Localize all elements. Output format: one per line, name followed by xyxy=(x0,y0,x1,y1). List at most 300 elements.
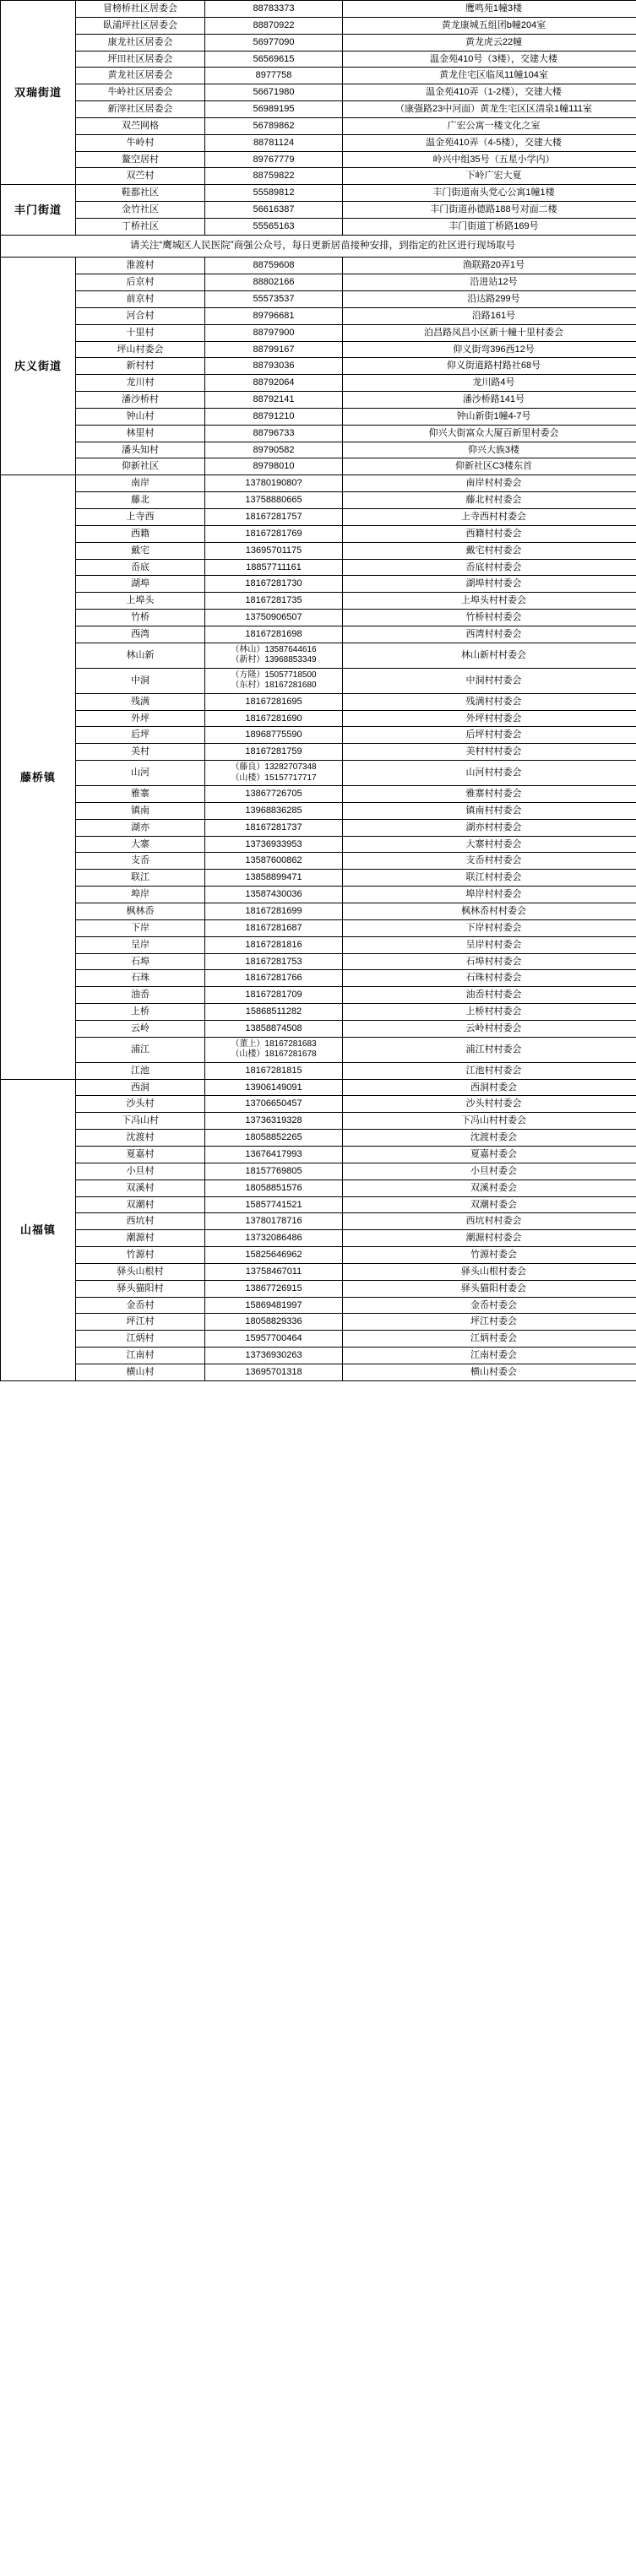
org-name-cell: 黄龙社区居委会 xyxy=(76,68,205,84)
table-row xyxy=(1,761,636,786)
table-row xyxy=(1,442,636,458)
table-row xyxy=(1,727,636,744)
address-cell: 外坪村村委会 xyxy=(343,710,636,727)
address-cell: 下冯山村村委会 xyxy=(343,1113,636,1130)
address-cell: 上寺西村村委会 xyxy=(343,508,636,525)
org-name-cell: 潘沙桥村 xyxy=(76,392,205,409)
phone-cell: 18167281757 xyxy=(205,508,343,525)
org-name-cell: 枫林岙 xyxy=(76,903,205,920)
address-cell: 埠岸村村委会 xyxy=(343,887,636,903)
table-row xyxy=(1,358,636,375)
org-name-cell: 后京村 xyxy=(76,274,205,291)
table-row xyxy=(1,458,636,475)
phone-cell: （方隆）15057718500 （东村）18167281680 xyxy=(205,668,343,693)
phone-cell: 88797900 xyxy=(205,324,343,341)
org-name-cell: 淮渡村 xyxy=(76,258,205,274)
address-cell: 石珠村村委会 xyxy=(343,970,636,987)
org-name-cell: 潘头知村 xyxy=(76,442,205,458)
org-name-cell: 上埠头 xyxy=(76,593,205,610)
table-row xyxy=(1,1020,636,1037)
table-row xyxy=(1,1213,636,1230)
org-name-cell: 沈渡村 xyxy=(76,1130,205,1147)
phone-cell: 13858874508 xyxy=(205,1020,343,1037)
address-cell: 西坑村村委会 xyxy=(343,1213,636,1230)
org-name-cell: 西洞 xyxy=(76,1079,205,1096)
phone-cell: 13858899471 xyxy=(205,870,343,887)
phone-cell: （藤良）13282707348 （山楼）15157717717 xyxy=(205,761,343,786)
table-row xyxy=(1,392,636,409)
org-name-cell: 鳌空居村 xyxy=(76,151,205,168)
phone-cell: 13736319328 xyxy=(205,1113,343,1130)
phone-cell: 13587600862 xyxy=(205,853,343,870)
org-name-cell: 浦江 xyxy=(76,1037,205,1062)
org-name-cell: 双溪村 xyxy=(76,1180,205,1196)
table-row xyxy=(1,425,636,442)
table-row xyxy=(1,202,636,219)
table-row xyxy=(1,1180,636,1196)
table-row xyxy=(1,1004,636,1021)
org-name-cell: 竹桥 xyxy=(76,610,205,626)
directory-table-body xyxy=(1,1,636,1381)
phone-cell: 18058829336 xyxy=(205,1314,343,1331)
phone-cell: 8977758 xyxy=(205,68,343,84)
address-cell: 渔联路20弄1号 xyxy=(343,258,636,274)
address-cell: 西湾村村委会 xyxy=(343,626,636,643)
group-label: 双瑞街道 xyxy=(1,1,76,185)
org-name-cell: 江炳村 xyxy=(76,1331,205,1348)
org-name-cell: 湖埠 xyxy=(76,576,205,593)
phone-cell: 18167281816 xyxy=(205,936,343,953)
org-name-cell: 康龙社区居委会 xyxy=(76,34,205,51)
table-row xyxy=(1,887,636,903)
phone-cell: 88796733 xyxy=(205,425,343,442)
org-name-cell: 外坪 xyxy=(76,710,205,727)
org-name-cell: 坪江村 xyxy=(76,1314,205,1331)
org-name-cell: 湖亦 xyxy=(76,819,205,836)
table-row xyxy=(1,710,636,727)
phone-cell: 13867726705 xyxy=(205,786,343,803)
phone-cell: 18167281709 xyxy=(205,987,343,1004)
address-cell: 云岭村村委会 xyxy=(343,1020,636,1037)
phone-cell: 18167281815 xyxy=(205,1062,343,1079)
table-row xyxy=(1,853,636,870)
address-cell: 沿达路299号 xyxy=(343,291,636,308)
address-cell: 江池村村委会 xyxy=(343,1062,636,1079)
org-name-cell: 支岙 xyxy=(76,853,205,870)
phone-cell: 13587430036 xyxy=(205,887,343,903)
phone-cell: 13750906507 xyxy=(205,610,343,626)
phone-cell: 18167281699 xyxy=(205,903,343,920)
table-row xyxy=(1,117,636,134)
address-cell: 仰义街弯396西12号 xyxy=(343,341,636,358)
address-cell: 坪江村委会 xyxy=(343,1314,636,1331)
address-cell: 泊昌路凤昌小区新十幢十里村委会 xyxy=(343,324,636,341)
org-name-cell: 牛岭村 xyxy=(76,134,205,151)
org-name-cell: 西湾 xyxy=(76,626,205,643)
table-row xyxy=(1,936,636,953)
group-label: 山福镇 xyxy=(1,1079,76,1380)
address-cell: 枫林岙村村委会 xyxy=(343,903,636,920)
address-cell: 呈岸村村委会 xyxy=(343,936,636,953)
address-cell: 仰义街道路村路社68号 xyxy=(343,358,636,375)
org-name-cell: 石埠 xyxy=(76,953,205,970)
table-row xyxy=(1,903,636,920)
address-cell: 双溪村委会 xyxy=(343,1180,636,1196)
org-name-cell: 龙川村 xyxy=(76,375,205,392)
address-cell: 丰门街道南头党心公寓1幢1楼 xyxy=(343,185,636,202)
table-row xyxy=(1,218,636,235)
table-row xyxy=(1,1130,636,1147)
table-row xyxy=(1,744,636,761)
org-name-cell: 金竹社区 xyxy=(76,202,205,219)
org-name-cell: 后坪 xyxy=(76,727,205,744)
table-row xyxy=(1,151,636,168)
table-row xyxy=(1,1364,636,1380)
table-row xyxy=(1,693,636,710)
table-row xyxy=(1,17,636,34)
address-cell: 美村村村委会 xyxy=(343,744,636,761)
org-name-cell: 冒榜桥社区居委会 xyxy=(76,1,205,18)
table-row xyxy=(1,185,636,202)
address-cell: 大寨村村委会 xyxy=(343,836,636,853)
org-name-cell: 石珠 xyxy=(76,970,205,987)
phone-cell: 18167281690 xyxy=(205,710,343,727)
address-cell: 西籍村村委会 xyxy=(343,525,636,542)
org-name-cell: 横山村 xyxy=(76,1364,205,1380)
phone-cell: 88799167 xyxy=(205,341,343,358)
address-cell: 双潮村委会 xyxy=(343,1196,636,1213)
phone-cell: 88870922 xyxy=(205,17,343,34)
phone-cell: 89790582 xyxy=(205,442,343,458)
address-cell: 黄龙康城五组团b幢204室 xyxy=(343,17,636,34)
address-cell: 龙川路4号 xyxy=(343,375,636,392)
org-name-cell: 双苎网格 xyxy=(76,117,205,134)
phone-cell: 56789862 xyxy=(205,117,343,134)
table-row xyxy=(1,307,636,324)
phone-cell: 88783373 xyxy=(205,1,343,18)
address-cell: 丰门街道丁桥路169号 xyxy=(343,218,636,235)
org-name-cell: 双苎村 xyxy=(76,168,205,185)
address-cell: 竹源村委会 xyxy=(343,1247,636,1264)
phone-cell: 13780178716 xyxy=(205,1213,343,1230)
address-cell: 石埠村村委会 xyxy=(343,953,636,970)
org-name-cell: 云岭 xyxy=(76,1020,205,1037)
address-cell: 丰门街道孙德路188号对面二楼 xyxy=(343,202,636,219)
note-row xyxy=(1,235,636,258)
org-name-cell: 林里村 xyxy=(76,425,205,442)
phone-cell: 88759608 xyxy=(205,258,343,274)
org-name-cell: 鞋都社区 xyxy=(76,185,205,202)
org-name-cell: 新村村 xyxy=(76,358,205,375)
org-name-cell: 南岸 xyxy=(76,475,205,492)
address-cell: 温金苑410弄（4-5楼），交建大楼 xyxy=(343,134,636,151)
address-cell: 沿进站12号 xyxy=(343,274,636,291)
phone-cell: 88781124 xyxy=(205,134,343,151)
phone-cell: 56671980 xyxy=(205,84,343,101)
address-cell: 湖亦村村委会 xyxy=(343,819,636,836)
note-text: 请关注“鹰城区人民医院”商强公众号，每日更新居苗接种安排，到指定的社区进行现场取号 xyxy=(1,235,636,258)
table-row xyxy=(1,375,636,392)
table-row xyxy=(1,970,636,987)
address-cell: 温金苑410弄（1-2楼），交建大楼 xyxy=(343,84,636,101)
address-cell: 戴宅村村委会 xyxy=(343,542,636,559)
address-cell: 小旦村委会 xyxy=(343,1163,636,1180)
table-row xyxy=(1,1163,636,1180)
table-row xyxy=(1,84,636,101)
address-cell: 广宏公寓一楼文化之室 xyxy=(343,117,636,134)
phone-cell: （董上）18167281683 （山楼）18167281678 xyxy=(205,1037,343,1062)
phone-cell: 55565163 xyxy=(205,218,343,235)
org-name-cell: 戴宅 xyxy=(76,542,205,559)
org-name-cell: 西籍 xyxy=(76,525,205,542)
address-cell: 驿头山根村委会 xyxy=(343,1263,636,1280)
phone-cell: 88759822 xyxy=(205,168,343,185)
org-name-cell: 下冯山村 xyxy=(76,1113,205,1130)
phone-cell: 13758467011 xyxy=(205,1263,343,1280)
address-cell: （康强路23中河面）黄龙生宅区区清泉1幢111室 xyxy=(343,101,636,118)
table-row xyxy=(1,1280,636,1297)
address-cell: 沙头村村委会 xyxy=(343,1096,636,1113)
address-cell: 潮源村村委会 xyxy=(343,1230,636,1247)
phone-cell: 13706650457 xyxy=(205,1096,343,1113)
phone-cell: 18157769805 xyxy=(205,1163,343,1180)
org-name-cell: 江池 xyxy=(76,1062,205,1079)
table-row xyxy=(1,1096,636,1113)
org-name-cell: 坪山村委会 xyxy=(76,341,205,358)
org-name-cell: 大寨 xyxy=(76,836,205,853)
address-cell: 后坪村村委会 xyxy=(343,727,636,744)
phone-cell: 56989195 xyxy=(205,101,343,118)
phone-cell: 13736930263 xyxy=(205,1348,343,1364)
org-name-cell: 金岙村 xyxy=(76,1297,205,1314)
org-name-cell: 岙底 xyxy=(76,559,205,576)
org-name-cell: 中洞 xyxy=(76,668,205,693)
org-name-cell: 十里村 xyxy=(76,324,205,341)
address-cell: 钟山新街1幢4-7号 xyxy=(343,408,636,425)
phone-cell: 56977090 xyxy=(205,34,343,51)
phone-cell: 15868511282 xyxy=(205,1004,343,1021)
org-name-cell: 美村 xyxy=(76,744,205,761)
address-cell: 上桥村村委会 xyxy=(343,1004,636,1021)
address-cell: 岭兴中组35号（五星小学内） xyxy=(343,151,636,168)
table-row xyxy=(1,1062,636,1079)
address-cell: 温金苑410号（3楼），交建大楼 xyxy=(343,51,636,68)
phone-cell: 18058851576 xyxy=(205,1180,343,1196)
table-row xyxy=(1,559,636,576)
table-row xyxy=(1,1247,636,1264)
org-name-cell: 双潮村 xyxy=(76,1196,205,1213)
address-cell: 镇南村村委会 xyxy=(343,802,636,819)
org-name-cell: 残满 xyxy=(76,693,205,710)
phone-cell: 13695701318 xyxy=(205,1364,343,1380)
phone-cell: 18167281730 xyxy=(205,576,343,593)
phone-cell: 18968775590 xyxy=(205,727,343,744)
address-cell: 中洞村村委会 xyxy=(343,668,636,693)
address-cell: 雅寨村村委会 xyxy=(343,786,636,803)
table-row xyxy=(1,492,636,509)
address-cell: 沈渡村委会 xyxy=(343,1130,636,1147)
table-row xyxy=(1,258,636,274)
phone-cell: 88793036 xyxy=(205,358,343,375)
phone-cell: 88791210 xyxy=(205,408,343,425)
address-cell: 藤北村村委会 xyxy=(343,492,636,509)
address-cell: 西洞村委会 xyxy=(343,1079,636,1096)
org-name-cell: 小旦村 xyxy=(76,1163,205,1180)
phone-cell: 88792141 xyxy=(205,392,343,409)
org-name-cell: 夏嘉村 xyxy=(76,1146,205,1163)
org-name-cell: 臥浦坪社区居委会 xyxy=(76,17,205,34)
org-name-cell: 油岙 xyxy=(76,987,205,1004)
table-row xyxy=(1,1037,636,1062)
address-cell: 下岭广宏大夏 xyxy=(343,168,636,185)
org-name-cell: 雅寨 xyxy=(76,786,205,803)
org-name-cell: 下岸 xyxy=(76,919,205,936)
table-row xyxy=(1,542,636,559)
table-row xyxy=(1,1297,636,1314)
table-row xyxy=(1,1079,636,1096)
table-row xyxy=(1,1230,636,1247)
table-row xyxy=(1,576,636,593)
phone-cell: 89798010 xyxy=(205,458,343,475)
org-name-cell: 西坑村 xyxy=(76,1213,205,1230)
phone-cell: 18167281769 xyxy=(205,525,343,542)
phone-cell: 18167281766 xyxy=(205,970,343,987)
phone-cell: 13736933953 xyxy=(205,836,343,853)
table-row xyxy=(1,819,636,836)
address-cell: 鹰鸣苑1幢3楼 xyxy=(343,1,636,18)
address-cell: 夏嘉村委会 xyxy=(343,1146,636,1163)
org-name-cell: 江南村 xyxy=(76,1348,205,1364)
phone-cell: 89767779 xyxy=(205,151,343,168)
address-cell: 上埠头村村委会 xyxy=(343,593,636,610)
phone-cell: 15825646962 xyxy=(205,1247,343,1264)
org-name-cell: 丁桥社区 xyxy=(76,218,205,235)
phone-cell: 15957700464 xyxy=(205,1331,343,1348)
table-row xyxy=(1,68,636,84)
table-row xyxy=(1,870,636,887)
group-label: 丰门街道 xyxy=(1,185,76,236)
phone-cell: 89796681 xyxy=(205,307,343,324)
org-name-cell: 新滓社区居委会 xyxy=(76,101,205,118)
org-name-cell: 钟山村 xyxy=(76,408,205,425)
table-row xyxy=(1,610,636,626)
phone-cell: 15857741521 xyxy=(205,1196,343,1213)
table-row xyxy=(1,919,636,936)
address-cell: 浦江村村委会 xyxy=(343,1037,636,1062)
address-cell: 仰新社区C3楼东首 xyxy=(343,458,636,475)
org-name-cell: 牛岭社区居委会 xyxy=(76,84,205,101)
table-row xyxy=(1,836,636,853)
org-name-cell: 河合村 xyxy=(76,307,205,324)
table-row xyxy=(1,525,636,542)
table-row xyxy=(1,51,636,68)
phone-cell: （林山）13587644616 （新村）13968853349 xyxy=(205,643,343,668)
phone-cell: 18167281695 xyxy=(205,693,343,710)
table-row xyxy=(1,1196,636,1213)
group-label: 庆义街道 xyxy=(1,258,76,475)
org-name-cell: 潮源村 xyxy=(76,1230,205,1247)
address-cell: 黄龙虎云22幢 xyxy=(343,34,636,51)
phone-cell: 13676417993 xyxy=(205,1146,343,1163)
org-name-cell: 呈岸 xyxy=(76,936,205,953)
address-cell: 竹桥村村委会 xyxy=(343,610,636,626)
org-name-cell: 山河 xyxy=(76,761,205,786)
phone-cell: 55589812 xyxy=(205,185,343,202)
phone-cell: 18058852265 xyxy=(205,1130,343,1147)
address-cell: 岙底村村委会 xyxy=(343,559,636,576)
table-row xyxy=(1,953,636,970)
phone-cell: 55573537 xyxy=(205,291,343,308)
table-row xyxy=(1,508,636,525)
phone-cell: 18167281687 xyxy=(205,919,343,936)
table-row xyxy=(1,1314,636,1331)
address-cell: 仰兴大街富众大厦百新里村委会 xyxy=(343,425,636,442)
org-name-cell: 沙头村 xyxy=(76,1096,205,1113)
table-row xyxy=(1,101,636,118)
address-cell: 残满村村委会 xyxy=(343,693,636,710)
phone-cell: 18167281698 xyxy=(205,626,343,643)
phone-cell: 18167281735 xyxy=(205,593,343,610)
address-cell: 横山村委会 xyxy=(343,1364,636,1380)
table-row xyxy=(1,1348,636,1364)
address-cell: 下岸村村委会 xyxy=(343,919,636,936)
address-cell: 驿头猫阳村委会 xyxy=(343,1280,636,1297)
phone-cell: 15869481997 xyxy=(205,1297,343,1314)
phone-cell: 13867726915 xyxy=(205,1280,343,1297)
org-name-cell: 镇南 xyxy=(76,802,205,819)
address-cell: 山河村村委会 xyxy=(343,761,636,786)
address-cell: 联江村村委会 xyxy=(343,870,636,887)
phone-cell: 18167281737 xyxy=(205,819,343,836)
address-cell: 林山新村村委会 xyxy=(343,643,636,668)
table-row xyxy=(1,987,636,1004)
group-label: 藤桥镇 xyxy=(1,475,76,1079)
table-row xyxy=(1,324,636,341)
table-row xyxy=(1,168,636,185)
table-row xyxy=(1,291,636,308)
org-name-cell: 上桥 xyxy=(76,1004,205,1021)
phone-cell: 18167281759 xyxy=(205,744,343,761)
table-row xyxy=(1,475,636,492)
address-cell: 支岙村村委会 xyxy=(343,853,636,870)
address-cell: 湖埠村村委会 xyxy=(343,576,636,593)
phone-cell: 13906149091 xyxy=(205,1079,343,1096)
phone-cell: 1378019080? xyxy=(205,475,343,492)
table-row xyxy=(1,643,636,668)
table-row xyxy=(1,134,636,151)
phone-cell: 88802166 xyxy=(205,274,343,291)
table-row xyxy=(1,1331,636,1348)
table-row xyxy=(1,1113,636,1130)
table-row xyxy=(1,1263,636,1280)
org-name-cell: 埠岸 xyxy=(76,887,205,903)
table-row xyxy=(1,408,636,425)
table-row xyxy=(1,786,636,803)
org-name-cell: 前京村 xyxy=(76,291,205,308)
phone-cell: 56569615 xyxy=(205,51,343,68)
address-cell: 黄龙住宅区临凤11幢104室 xyxy=(343,68,636,84)
table-row xyxy=(1,668,636,693)
table-row xyxy=(1,34,636,51)
org-name-cell: 仰新社区 xyxy=(76,458,205,475)
table-row xyxy=(1,593,636,610)
table-row xyxy=(1,626,636,643)
table-row xyxy=(1,341,636,358)
org-name-cell: 联江 xyxy=(76,870,205,887)
address-cell: 仰兴大族3楼 xyxy=(343,442,636,458)
phone-cell: 18167281753 xyxy=(205,953,343,970)
phone-cell: 13758880665 xyxy=(205,492,343,509)
